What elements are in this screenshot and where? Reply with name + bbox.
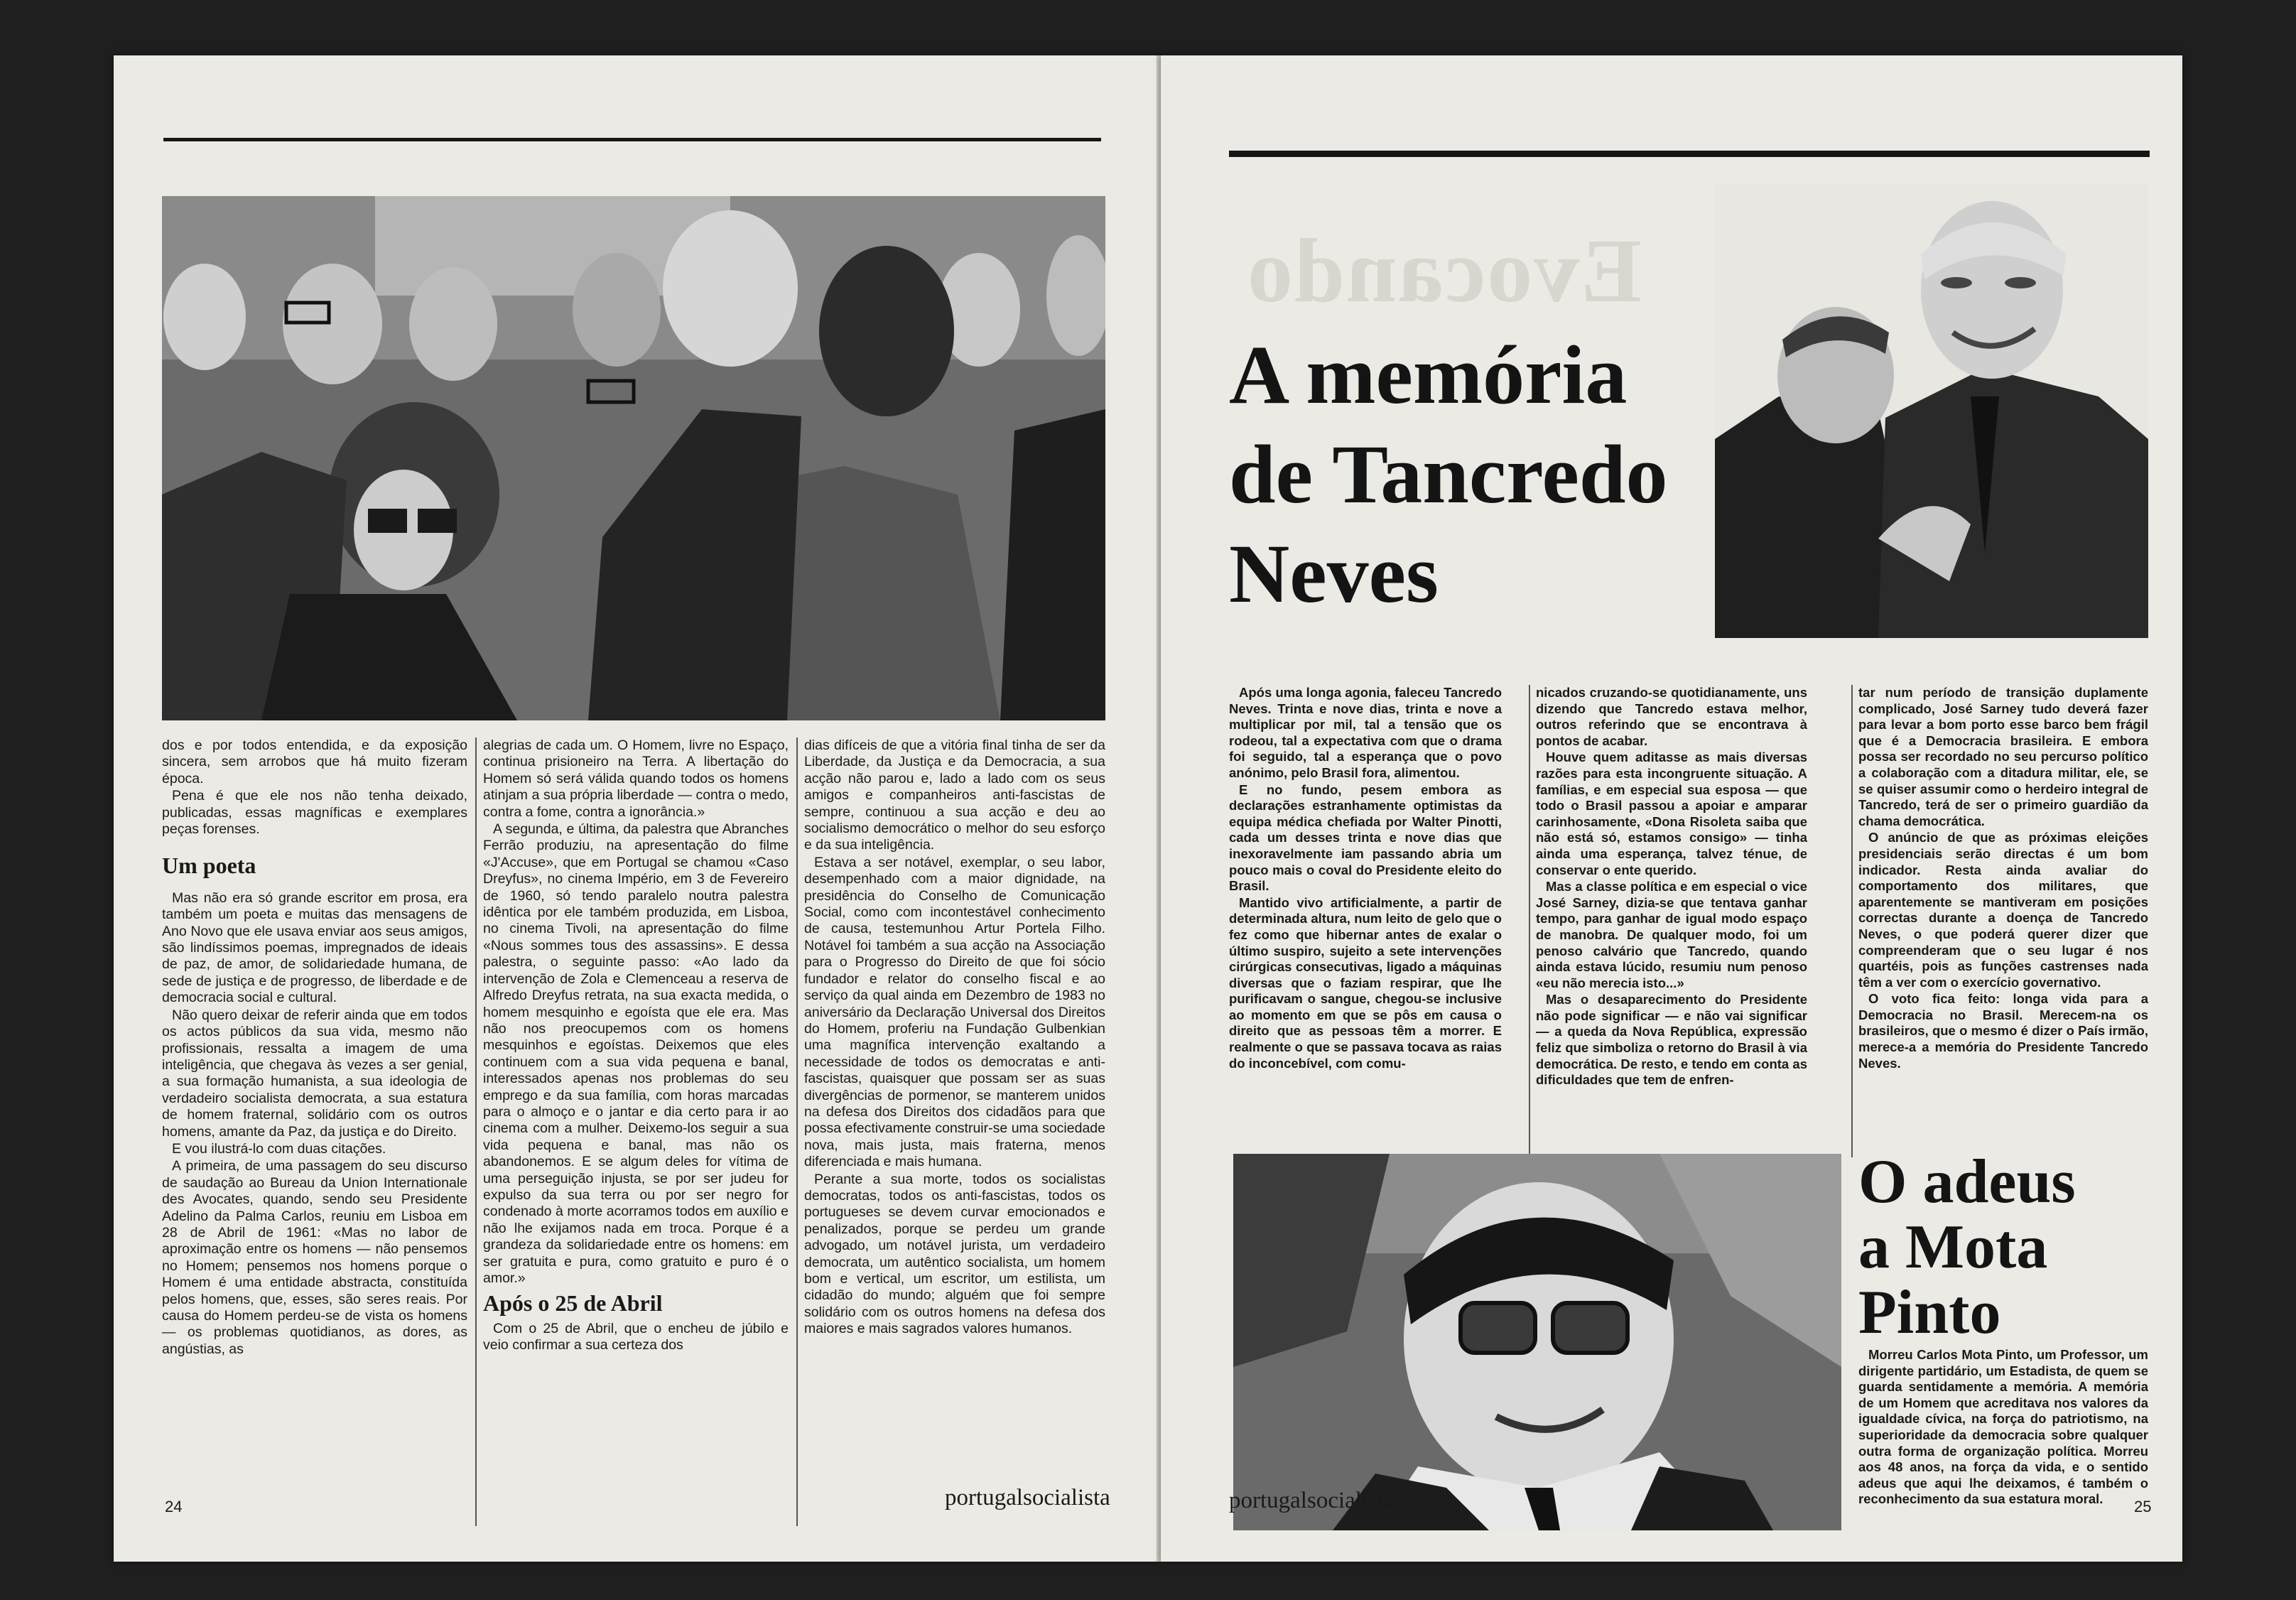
paragraph: Morreu Carlos Mota Pinto, um Professor, um dirigente partidário, um Estadista, de quem se guarda sentidamente a memória. A memória de um Homem que acreditava nos valores da igualdade cívica, na força do patriotismo, na superioridade da democracia sobre qualquer outra forma de organização política. Morreu aos 48 anos, na força da vida, e o sentido adeus que aqui lhe deixamos, é também o reconhecimento da sua estatura moral. xyxy=(1858,1347,2148,1507)
paragraph: A segunda, e última, da palestra que Abranches Ferrão produziu, na apresentação do filme «J'Accuse», que em Portugal se chamou «Caso Dreyfus», no cinema Império, em 3 de Fevereiro de 1960, só tendo paralelo noutra palestra idêntica por ele também produzida, em Lisboa, no cinema Tivoli, na apresentação do filme «Nous sommes tous des assassins». E dessa palestra, o seguinte passo: «Ao lado da intervenção de Zola e Clemenceau a reserva de Alfredo Dreyfus retrata, na sua exacta medida, o homem mesquinho e egoísta que ele era. Mas não nos preocupemos com os homens mesquinhos e egoístas. Deixemos que eles continuem com a sua vida pequena e banal, interessados apenas nos problemas do seu emprego e da sua família, com horas marcadas para o almoço e o jantar e dia certo para ir ao cinema com a mulher. Deixemo-los seguir a sua vida pequena e banal, mas não os abandonemos. E se algum deles for vítima de uma perseguição injusta, se por ser judeu for expulso da sua terra ou por ser negro for condenado à morte acorramos todos em auxílio e não lhe exijamos nada em troca. Porque é a grandeza da solidariedade entre os homens: em ser gratuita e pura, como gratuito e puro é o amor.» xyxy=(483,821,789,1286)
tancredo-column-2 xyxy=(1536,685,1807,1089)
headline-mota-pinto xyxy=(1858,1147,2076,1347)
paragraph: dos e por todos entendida, e da exposição sincera, sem arrobos que há muito fizeram época. xyxy=(162,737,467,787)
paragraph: tar num período de transição duplamente complicado, José Sarney tudo deverá fazer para levar a bom porto esse barco bem frágil que é a Democracia brasileira. E embora possa ser recordado no seu percurso político a colaboração com a ditadura militar, ele, se se quiser assumir como o herdeiro integral de Tancredo, terá de ser o primeiro guardião da chama democrática. xyxy=(1858,685,2148,828)
paragraph: Não quero deixar de referir ainda que em todos os actos públicos da sua vida, mesmo não profissionais, ressalta a imagem de uma inteligência, que chegava às vezes a ser genial, a sua formação humanista, a sua ideologia de verdadeiro socialista democrata, a sua estatura de homem fraternal, solidário com os outros homens, amante da Paz, da justiça e do Direito. xyxy=(162,1007,467,1140)
headline-line: A memória xyxy=(1229,328,1628,421)
column-divider xyxy=(1529,685,1530,1157)
column-divider xyxy=(796,737,798,1526)
left-column-2 xyxy=(483,737,789,1355)
subheading-apos-25-abril: Após o 25 de Abril xyxy=(483,1290,663,1317)
left-column-3 xyxy=(804,737,1105,1339)
headline-line: Pinto xyxy=(1858,1278,2001,1347)
page-number: 24 xyxy=(165,1498,183,1515)
crowd-photo xyxy=(162,196,1105,720)
left-column-1 xyxy=(162,737,467,1358)
paragraph: E vou ilustrá-lo com duas citações. xyxy=(172,1140,386,1157)
paragraph: Pena é que ele nos não tenha deixado, publicadas, essas magníficas e exemplares peças forenses. xyxy=(162,788,467,838)
paragraph: dias difíceis de que a vitória final tinha de ser da Liberdade, da Justiça e da Democracia, a sua acção não parou e, lado a lado com os seus amigos e companheiros anti-fascistas de sempre, continuou a sua acção e deu ao socialismo democrático o melhor do seu esforço e da sua inteligência. xyxy=(804,737,1105,853)
top-rule xyxy=(1229,151,2150,157)
paragraph: Estava a ser notável, exemplar, o seu labor, desempenhado com a maior dignidade, na presidência do Conselho de Comunicação Social, como com incontestável conhecimento de causa, testemunhou Artur Portela Filho. Notável foi também a sua acção na Associação para o Progresso do Direito de que foi sócio fundador e relator do conselho fiscal e ao serviço da qual ainda em Dezembro de 1983 no aniversário da Declaração Universal dos Direitos do Homem, proferiu na Fundação Gulbenkian uma magnífica intervenção exaltando a necessidade de todos os democratas e anti-fascistas, quaisquer que possam ser as suas divergências de pormenor, se manterem unidos na defesa dos Direitos dos cidadãos para que possa efectivamente construir-se uma sociedade nova, mais justa, mais fraterna, menos diferenciada e mais humana. xyxy=(804,854,1105,1170)
headline-tancredo xyxy=(1229,325,1667,624)
paragraph: O anúncio de que as próximas eleições presidenciais serão directas é um bom indicador. Resta ainda avaliar do comportamento dos militares, que aparentemente se mantiveram em posições correctas durante a doença de Tancredo Neves, o que poderá querer dizer que compreenderam que o seu lugar é nos quartéis, pois as funções castrenses nada têm a ver com o exercício governativo. xyxy=(1858,830,2148,990)
paragraph: Mas não era só grande escritor em prosa, era também um poeta e muitas das mensagens de Ano Novo que ele usava enviar aos seus amigos, são lindíssimos poemas, impregnados de ideais de paz, de amor, de solidariedade humana, de sede de justiça e de progresso, de liberdade e de democracia social e cultural. xyxy=(162,890,467,1006)
paragraph: E no fundo, pesem embora as declarações estranhamente optimistas da equipa médica chefiada por Walter Pinotti, cada um desses trinta e nove dias que inexoravelmente iam passando abria um pouco mais o coval do Presidente eleito do Brasil. xyxy=(1229,782,1502,894)
mota-pinto-text xyxy=(1858,1347,2148,1508)
brand-logo: portugalsocialista xyxy=(945,1485,1110,1510)
ghost-show-through-text: Evocando xyxy=(1246,220,1642,321)
paragraph: Houve quem aditasse as mais diversas razões para esta incongruente situação. A famílias, e em especial sua esposa — que todo o Brasil passou a apoiar e amparar carinhosamente, «Dona Risoleta saiba que não está só, estamos consigo» — tinha ainda uma esperança, talvez ténue, de conservar o ente querido. xyxy=(1536,750,1807,877)
paragraph: Após uma longa agonia, faleceu Tancredo Neves. Trinta e nove dias, trinta e nove a multiplicar por mil, tal a tensão que os rodeou, tal a expectativa com que o drama foi seguido, tal a esperança que o povo anónimo, pelo Brasil fora, alimentou. xyxy=(1229,685,1502,780)
subheading-um-poeta: Um poeta xyxy=(162,853,256,879)
right-page xyxy=(1161,55,2182,1562)
paragraph: O voto fica feito: longa vida para a Democracia no Brasil. Merecem-na os brasileiros, que o mesmo é dizer o País irmão, merece-a a memória do Presidente Tancredo Neves. xyxy=(1858,991,2148,1071)
paragraph: Com o 25 de Abril, que o encheu de júbilo e veio confirmar a sua certeza dos xyxy=(483,1320,789,1353)
paragraph: Mantido vivo artificialmente, a partir de determinada altura, num leito de gelo que o fez como que hibernar antes de exalar o último suspiro, sujeito a sete intervenções cirúrgicas consecutivas, ligado a máquinas diversas que o faziam respirar, que lhe purificavam o sangue, chegou-se inclusive ao momento em que se pôs em causa o direito que as pessoas têm a morrer. E realmente o que se passava tocava as raias do inconcebível, com comu- xyxy=(1229,894,1502,1071)
paragraph: Mas a classe política e em especial o vice José Sarney, dizia-se que tentava ganhar tempo, para ganhar de igual modo espaço de manobra. De qualquer modo, foi um penoso calvário que Tancredo, quando ainda estava lúcido, resumiu num penoso «eu não merecia isto...» xyxy=(1536,879,1807,990)
tancredo-sarney-photo xyxy=(1715,183,2148,638)
tancredo-column-3 xyxy=(1858,685,2148,1072)
left-page xyxy=(114,55,1158,1562)
headline-line: de Tancredo xyxy=(1229,428,1668,521)
paragraph: Perante a sua morte, todos os socialistas democratas, todos os anti-fascistas, todos os portugueses se devem curvar emocionados e penalizados, porque se perdeu um grande advogado, um notável jurista, um verdadeiro democrata, um autêntico socialista, um homem bom e vertical, um escritor, um estilista, um cidadão do mundo; alguém que foi sempre solidário com os outros homens na defesa dos maiores e mais sagrados valores humanos. xyxy=(804,1171,1105,1337)
page-number: 25 xyxy=(2134,1498,2152,1515)
column-divider xyxy=(1851,685,1853,1157)
mota-pinto-photo xyxy=(1233,1154,1841,1530)
paragraph: nicados cruzando-se quotidianamente, uns dizendo que Tancredo estava melhor, outros referindo que se encontrava à pontos de acabar. xyxy=(1536,685,1807,748)
paragraph: alegrias de cada um. O Homem, livre no Espaço, continua prisioneiro na Terra. A libertação do Homem só será válida quando todos os homens atinjam a sua própria liberdade — contra o medo, contra a fome, contra a ignorância.» xyxy=(483,737,789,820)
tancredo-column-1 xyxy=(1229,685,1502,1072)
headline-line: Neves xyxy=(1229,527,1439,620)
paragraph: A primeira, de uma passagem do seu discurso de saudação ao Bureau da Union Internationale des Avocates, quando, sendo seu Presidente Adelino da Palma Carlos, reuniu em Lisboa em 28 de Abril de 1961: «Mas no labor de aproximação entre os homens — não pensemos no Homem; pensemos nos homens porque o Homem é uma entidade abstracta, constituída pelos homens, que, esses, são seres reais. Por causa do Homem perdeu-se de vista os homens — os problemas quotidianos, as dores, as angústias, as xyxy=(162,1158,467,1357)
paragraph: Mas o desaparecimento do Presidente não pode significar — e não vai significar — a queda da Nova República, expressão feliz que simboliza o retorno do Brasil à via democrática. De resto, e tendo em conta as dificuldades que tem de enfren- xyxy=(1536,992,1807,1088)
top-rule xyxy=(163,138,1101,141)
headline-line: a Mota xyxy=(1858,1213,2048,1282)
brand-logo: portugalsocialista xyxy=(1229,1488,1395,1513)
headline-line: O adeus xyxy=(1858,1147,2076,1216)
column-divider xyxy=(475,737,477,1526)
